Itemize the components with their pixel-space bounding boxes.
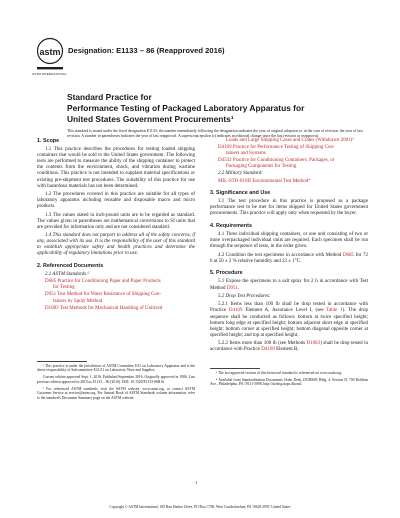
footnote-4: ⁴ Available from Standardization Documents Order Desk, DODSSP, Bldg. 4, Section D, 700 Robbins Ave., Philadelphia, PA 19111-5098, http://dodssp.daps.dla.mil. [210, 377, 368, 387]
title-line-3: United States Government Procurements¹ [67, 113, 234, 124]
svg-text:astm: astm [39, 47, 61, 57]
copyright-footer: Copyright © ASTM International, 100 Barr Harbor Drive, PO Box C700, West Conshohocken, PA 19428-2959. United States [109, 505, 291, 509]
spacer [37, 313, 195, 357]
paragraph-1-2: 1.2 The procedures covered in this practice are suitable for all types of laboratory apparatus including reusable and disposable macro and micro products. [37, 192, 195, 210]
reference-code-link[interactable]: MIL-STD-810D [218, 178, 252, 184]
paragraph-1-3: 1.3 The values stated in inch-pound units are to be regarded as standard. The values given in parentheses are mathematical conversions to SI units that are provided for information only and are not considered standard. [37, 212, 195, 230]
text-run: ) shall be drop tested in accordance with Practice [210, 341, 368, 353]
astm-standards-label: 2.1 ASTM Standards:² [45, 272, 90, 278]
footnote-divider [37, 361, 87, 362]
section-heading-scope: 1. Scope [37, 138, 60, 144]
reference-title[interactable]: Test Method for Water Resistance of Shipping Con- [57, 292, 162, 298]
reference-title[interactable]: Test Methods for Mechanical Handling of Unitized [59, 305, 163, 311]
right-column [210, 138, 368, 389]
reference-code-link[interactable]: D4169 [218, 145, 232, 151]
reference-title[interactable]: Practice for Conditioning Containers, Packages, or [232, 158, 335, 164]
reference-mil-std [210, 179, 368, 185]
title-line-2: Performance Testing of Packaged Laboratory Apparatus for [67, 103, 305, 113]
paragraph-5-2-1 [210, 302, 368, 339]
reference-title-cont[interactable]: Loads and Large Shipping Cases and Crates (Withdrawn 2001)³ [226, 138, 354, 143]
reference-code-link[interactable]: D4332 [218, 158, 232, 164]
reference-code-link[interactable]: D685 [342, 252, 355, 258]
text-run: Element B, [276, 347, 299, 353]
footnote-1b: Current edition approved Sept. 1, 2016. Published September 2016. Originally approved in 1986. Last previous edition approved in 2010 as E1133 – 86 (2010). DOI: 10.1520/E1133-86R16. [37, 375, 195, 384]
footnote-1: ¹ This practice is under the jurisdiction of ASTM Committee E41 on Laboratory Apparatus and is the direct responsibility of Subcommittee E41.01 on Laboratory Ware and Supplies. [37, 363, 195, 373]
reference-title[interactable]: Environmental Test Method⁴ [252, 178, 310, 184]
reference-code-link[interactable]: D951 [45, 292, 57, 298]
section-heading-significance: 3. Significance and Use [210, 190, 271, 197]
paragraph-4-1: 4.1 Three individual shipping containers, or one unit consisting of two or more overpackaged individual units are required. Each specimen shall be run through the sequence of tests, in the order given. [210, 232, 368, 250]
logo-wordmark: ASTM INTERNATIONAL [32, 72, 67, 76]
reference-title-cont[interactable]: tainers and Systems [226, 151, 266, 157]
left-column [37, 138, 195, 403]
text-run: 4.2 Condition the test specimens in accordance with Method [218, 252, 342, 258]
page-title [67, 103, 367, 124]
section-heading-procedure: 5. Procedure [210, 270, 243, 277]
reference-code-link[interactable]: D951 [226, 285, 238, 291]
reference-code-link[interactable]: D1083 [45, 305, 59, 311]
reference-title-cont[interactable]: tainers by Spray Method [53, 298, 103, 304]
paragraph-3-1: 3.1 The test procedure in this practice is proposed as a package performance test to be met for items shipped for United States government procurements. This practice will apply only when requested by the buyer. [210, 199, 368, 217]
reference-d1083 [37, 306, 195, 312]
footnote-2: ² For referenced ASTM standards, visit the ASTM website, www.astm.org, or contact ASTM Customer Service at service@astm.org. For Annual Book of ASTM Standards volume information, refer to the standard's Document Summary page on the ASTM website. [37, 386, 195, 400]
military-standard-label: 2.2 Military Standard: [218, 171, 263, 177]
reference-d685 [37, 279, 195, 291]
paragraph-1-4: 1.4 This standard does not purport to address all of the safety concerns, if any, associated with its use. It is the responsibility of the user of this standard to establish appropriate safety and health practices and determine the applicability of regulatory limitations prior to use. [37, 233, 195, 257]
text-run: ). The drop sequence shall be conducted as follows: bottom at twice specified height; bottom long edge at specified height; bottom adjacent short edge at specified height; bottom corner at specified height; bottom diagonal opposite corner at specified height; and top at specified height. [210, 308, 368, 338]
reference-code-link[interactable]: D4169 [261, 347, 275, 353]
title-prefix: Standard Practice for [67, 92, 152, 102]
paragraph-5-1: 5.1 Expose the specimens to a salt spray for 2 h in accordance with Test Method D951. [210, 279, 368, 291]
paragraph-1-1: 1.1 This practice describes the procedures for testing loaded shipping containers that would be sold to the United States government. The following tests are performed to measure the ability of the shipping container to protect the contents from the environment, shock, and vibration during wartime conditions. This practice is not intended to supplant material specifications or existing pre-shipment test procedures. The suitability of this practice for use with hazardous materials has not been determined. [37, 147, 195, 189]
text-run: for 72 h at 50 ± 2 % relative humidity and 23 ± 1°C. [210, 252, 369, 264]
text-run: 5.1 Expose the specimens to a salt spray for 2 h in accordance with Test Method [210, 279, 368, 291]
paragraph-5-2-2 [210, 341, 368, 353]
reference-d1083-cont [210, 138, 368, 144]
intro-note: This standard is issued under the fixed designation E1133; the number immediately following the designation indicates the year of original adoption or, in the case of revision, the year of last revision. A number in parentheses indicates the year of last reapproval. A superscript epsilon (ε) indicates an editorial change since the last revision or reapproval. [67, 129, 363, 138]
reference-title[interactable]: Practice for Performance Testing of Shipping Con- [232, 145, 335, 151]
reference-d4332 [210, 158, 368, 170]
spacer [210, 356, 368, 364]
reference-code-link[interactable]: D1083 [306, 341, 321, 347]
reference-code-link[interactable]: D4169 [228, 308, 243, 314]
footnote-3: ³ The last approved version of this historical standard is referenced on www.astm.org. [216, 370, 343, 375]
page-number: 1 [195, 480, 198, 485]
reference-d4169 [210, 145, 368, 157]
table-link[interactable]: Table 1 [326, 308, 343, 314]
text-run: 5.2.2 Items more than 100 lb (see Methods [218, 341, 306, 347]
text-run: Element A, Assurance Level I, (see [245, 308, 324, 314]
reference-code-link[interactable]: D685 [45, 279, 57, 285]
reference-d951 [37, 292, 195, 304]
section-heading-references: 2. Referenced Documents [37, 263, 104, 270]
paragraph-5-2: 5.2 Drop Test Procedures: [218, 293, 271, 299]
reference-title-cont[interactable]: Packaging Components for Testing [226, 164, 297, 170]
footnote-divider [210, 368, 260, 369]
reference-title[interactable]: Practice for Conditioning Paper and Paper Products [57, 279, 161, 285]
paragraph-4-2 [210, 253, 368, 265]
designation: Designation: E1133 – 86 (Reapproved 2016) [68, 46, 225, 55]
reference-title-cont[interactable]: for Testing [53, 285, 75, 291]
section-heading-requirements: 4. Requirements [210, 223, 252, 230]
text-run: 5.2.1 Items less than 100 lb shall be drop tested in accordance with Practice [210, 302, 368, 314]
